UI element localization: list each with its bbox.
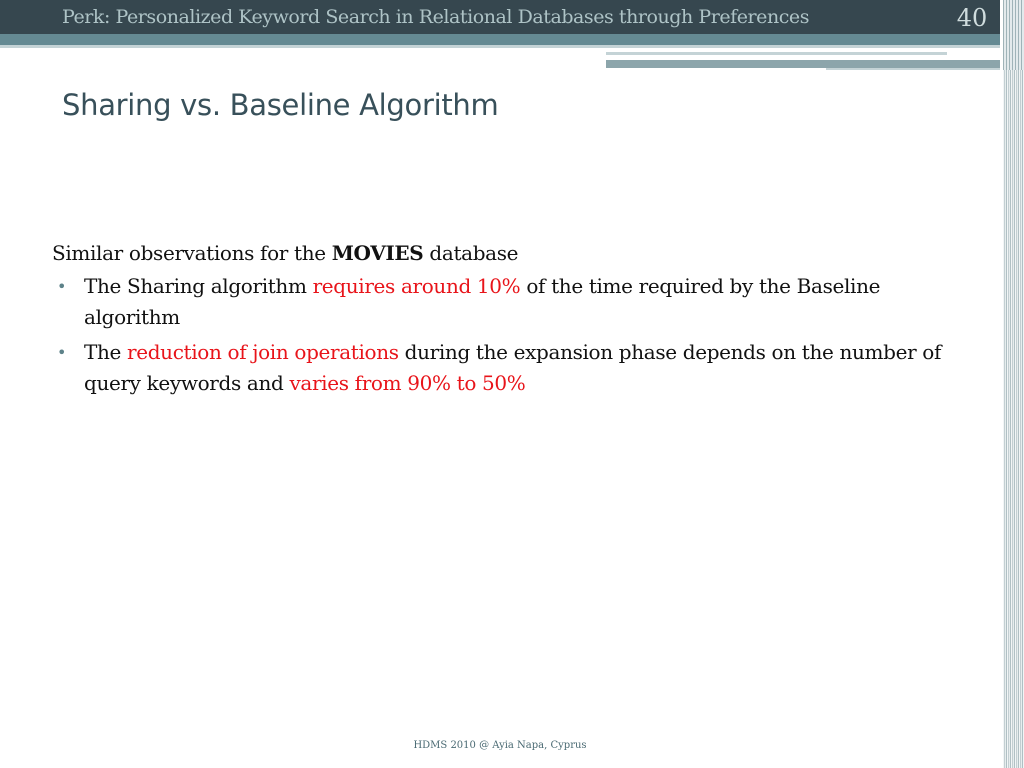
slide-footer: HDMS 2010 @ Ayia Napa, Cyprus: [413, 740, 587, 751]
bullet-1-before: The Sharing algorithm: [84, 274, 313, 298]
header-accent-line-right-short: [826, 68, 1000, 70]
right-edge-stripes: [1003, 0, 1024, 768]
header-accent-bar-right: [606, 60, 1000, 68]
intro-suffix: database: [423, 241, 519, 265]
bullet-list: [52, 271, 952, 399]
intro-prefix: Similar observations for the: [52, 241, 332, 265]
slide-number: 40: [956, 4, 988, 32]
slide-title: Sharing vs. Baseline Algorithm: [62, 88, 499, 122]
bullet-2-highlight-2: varies from 90% to 50%: [289, 371, 526, 395]
bullet-1-highlight: requires around 10%: [312, 274, 521, 298]
bullet-2-middle: during the expansion phase depends on the number of query keywords and: [84, 340, 942, 395]
header-accent-line-right: [606, 52, 947, 55]
header-accent-line: [0, 45, 1000, 48]
bullet-item-joins: [52, 337, 952, 399]
presentation-title: Perk: Personalized Keyword Search in Relational Databases through Preferences: [62, 6, 810, 28]
bullet-dot-icon: •: [57, 277, 67, 296]
intro-line: [52, 238, 952, 269]
bullet-2-highlight: reduction of join operations: [127, 340, 399, 364]
intro-bold-database: MOVIES: [331, 241, 424, 265]
bullet-dot-icon: •: [57, 343, 67, 362]
bullet-item-time: [52, 271, 952, 333]
bullet-1-after: of the time required by the Baseline algorithm: [84, 274, 881, 329]
bullet-2-before: The: [84, 340, 128, 364]
slide-body: [52, 238, 952, 403]
header-accent-bar: [0, 34, 1000, 45]
